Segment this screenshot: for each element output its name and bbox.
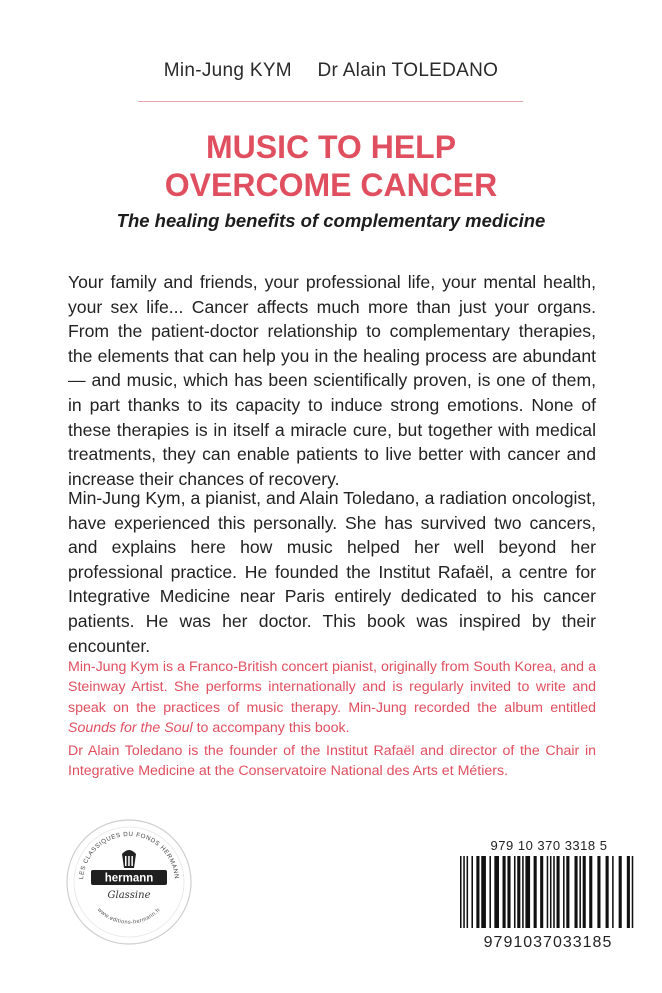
barcode-bar [632,856,634,928]
barcode-bar [579,856,581,928]
publisher-seal [65,818,193,946]
barcode-bar [534,856,537,928]
barcode-bar [460,856,462,928]
barcode-bar [597,856,600,928]
book-title [0,128,662,204]
barcode-bar [550,856,552,928]
lyre-icon [122,850,136,868]
barcode-number: 9791037033185 [483,934,613,951]
bio-kym-text: Min-Jung Kym is a Franco-British concert pianist, originally from South Korea, and a Steinway Artist. She performs internationally and is regularly invited to write and speak on the practices of music therapy. Min-Jung recorded the album entitled [68,659,596,716]
barcode-bar [627,856,630,928]
barcode-bar [589,856,592,928]
barcode-bar [553,856,555,928]
barcode-bar [463,856,465,928]
barcode-bar [606,856,609,928]
bio-toledano: Dr Alain Toledano is the founder of the Institut Rafaël and director of the Chair in Integrative Medicine at the Conservatoire National des Arts et Métiers. [68,743,596,780]
bio-kym-end: to accompany this book. [192,719,350,736]
barcode-bar [619,856,622,928]
barcode-bar [507,856,510,928]
barcode-bar [557,856,560,928]
album-title: Sounds for the Soul [68,719,193,736]
barcode-bar [481,856,486,928]
barcode-bar [517,856,520,928]
book-subtitle: The healing benefits of complementary medicine [116,210,546,231]
barcode-bar [525,856,530,928]
collection-name: Glassine [107,890,151,901]
barcode-bar [503,856,506,928]
barcode-bar [583,856,586,928]
seal-ring-text: LES CLASSIQUES DU FONDS HERMANN [78,830,180,880]
barcode-bar [522,856,524,928]
author-kym: Min-Jung KYM [163,60,292,81]
title-line-1: MUSIC TO HELP [205,129,457,165]
barcode-bar [547,856,549,928]
barcode-bar [540,856,543,928]
bio-kym [68,657,596,738]
barcode-bar [612,856,614,928]
barcode-bar [514,856,516,928]
seal-website: www.editions-hermann.fr [95,907,163,926]
barcode-bar [467,856,469,928]
barcode-bar [489,856,491,928]
barcode-bar [566,856,569,928]
blurb-paragraph-2: Min-Jung Kym, a pianist, and Alain Toledano, a radiation oncologist, have experienced this personally. She has survived two cancers, and explains here how music helped her well beyond her professional practice. He founded the Institut Rafaël, a centre for Integrative Medicine near Paris entirely dedicated to his cancer patients. He was her doctor. This book was inspired by their encounter. [68,488,596,656]
title-line-2: OVERCOME CANCER [164,167,498,203]
isbn-barcode [460,856,635,928]
publisher-name: hermann [104,872,154,885]
title-divider [138,101,523,102]
author-line [0,60,662,82]
barcode-bar [476,856,479,928]
barcode-bar [563,856,565,928]
barcode-bar [494,856,499,928]
barcode-bar [574,856,577,928]
blurb-paragraph-1: Your family and friends, your professional life, your mental health, your sex life... Cancer affects much more than just your organs. From the patient-doctor relationship to complementary therapies, the elements that can help you in the healing process are abundant — and music, which has been scientifically proven, is one of them, in part thanks to its capacity to induce strong emotions. None of these therapies is in itself a miracle cure, but together with medical treatments, they can enable patients to live better with cancer and increase their chances of recovery. [68,272,596,489]
isbn-label: 979 10 370 3318 5 [490,838,608,853]
barcode-bar [471,856,473,928]
author-toledano: Dr Alain TOLEDANO [317,60,499,81]
